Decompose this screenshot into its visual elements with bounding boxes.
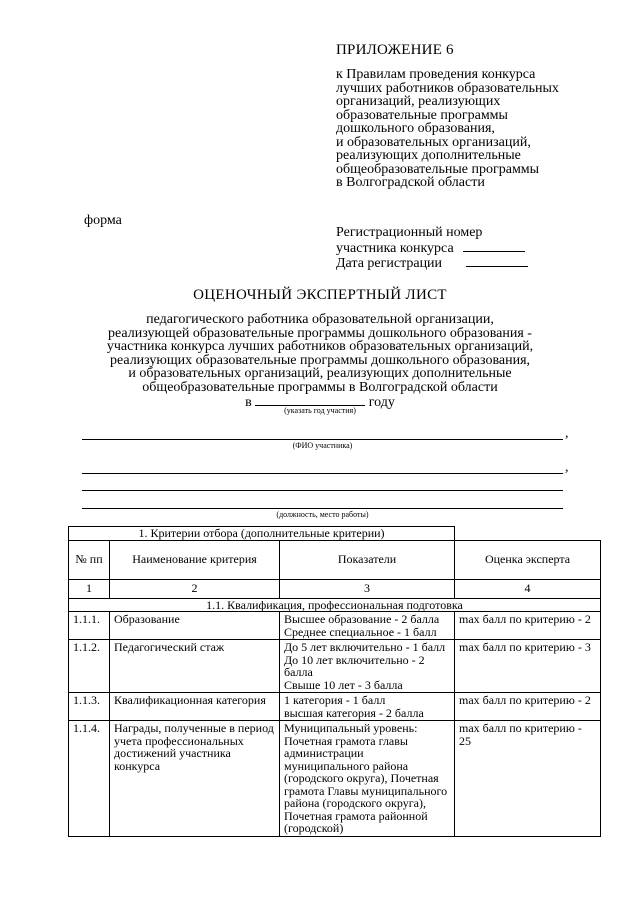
expert-score-cell[interactable]: max балл по критерию - 25 <box>455 721 601 837</box>
registration-date-field[interactable] <box>466 256 528 267</box>
section-title: 1. Критерии отбора (дополнительные критерии) <box>69 527 455 541</box>
table-row <box>69 721 601 837</box>
appendix-line: к Правилам проведения конкурса <box>336 67 536 82</box>
table-row <box>69 640 601 693</box>
row-number: 1.1.2. <box>69 640 110 693</box>
fio-note: (ФИО участника) <box>292 441 353 450</box>
appendix-line: и образовательных организаций, <box>336 134 531 150</box>
appendix-line: лучших работников образовательных <box>336 80 559 96</box>
column-number: 1 <box>69 579 110 598</box>
header-number: № пп <box>69 540 110 579</box>
appendix-line: общеобразовательные программы <box>336 161 540 177</box>
registration-number-field[interactable] <box>463 241 525 252</box>
position-field-line-1[interactable] <box>82 473 563 474</box>
subtitle-line: педагогического работника образовательной организации, <box>146 312 494 327</box>
column-number: 2 <box>110 579 280 598</box>
row-number: 1.1.1. <box>69 612 110 640</box>
subtitle-line: и образовательных организаций, реализующих дополнительные <box>128 366 512 381</box>
participant-number-row <box>336 241 528 257</box>
appendix-line: образовательные программы <box>336 107 508 123</box>
appendix-reference <box>336 68 626 190</box>
header-criterion: Наименование критерия <box>110 540 280 579</box>
criterion-indicators: Высшее образование - 2 балла Среднее специальное - 1 балл <box>280 612 455 640</box>
subtitle-line: общеобразовательные программы в Волгоградской области <box>142 379 498 395</box>
year-note: (указать год участия) <box>284 406 356 415</box>
expert-score-cell[interactable]: max балл по критерию - 2 <box>455 612 601 640</box>
year-prefix: в <box>245 395 252 410</box>
appendix-line: в Волгоградской области <box>336 175 485 190</box>
column-number: 4 <box>455 579 601 598</box>
subsection-row <box>69 598 601 612</box>
criterion-indicators: Муниципальный уровень: Почетная грамота главы администрации муниципального района (городского округа), Почетная грамота Главы муниципального района (городского округа), Почетная грамота районной (городской) <box>280 721 455 837</box>
sheet-subtitle <box>0 313 640 394</box>
criterion-indicators: 1 категория - 1 балл высшая категория - 2 балла <box>280 693 455 721</box>
criterion-name: Награды, полученные в период учета профессиональных достижений участника конкурса <box>110 721 280 837</box>
table-row <box>69 612 601 640</box>
section-title-row <box>69 527 601 541</box>
registration-date-label: Дата регистрации <box>336 256 443 271</box>
form-label: форма <box>84 213 122 228</box>
criterion-name: Образование <box>110 612 280 640</box>
sheet-title: ОЦЕНОЧНЫЙ ЭКСПЕРТНЫЙ ЛИСТ <box>193 287 447 303</box>
appendix-line: дошкольного образования, <box>336 121 495 136</box>
criterion-indicators: До 5 лет включительно - 1 балл До 10 лет включительно - 2 балла Свыше 10 лет - 3 балла <box>280 640 455 693</box>
subtitle-line: реализующих образовательные программы дошкольного образования, <box>109 352 531 368</box>
table-row <box>69 693 601 721</box>
expert-score-cell[interactable]: max балл по критерию - 2 <box>455 693 601 721</box>
criterion-name: Педагогический стаж <box>110 640 280 693</box>
position-comma: , <box>565 460 569 475</box>
position-field-line-3[interactable] <box>82 508 563 509</box>
appendix-line: реализующих дополнительные <box>336 148 521 163</box>
header-indicators: Показатели <box>280 540 455 579</box>
row-number: 1.1.4. <box>69 721 110 837</box>
appendix-title: ПРИЛОЖЕНИЕ 6 <box>336 42 454 58</box>
row-number: 1.1.3. <box>69 693 110 721</box>
participant-label: участника конкурса <box>336 240 454 256</box>
registration-number-label: Регистрационный номер <box>336 225 483 240</box>
appendix-line: организаций, реализующих <box>336 94 501 109</box>
subtitle-line: реализующей образовательные программы дошкольного образования - <box>108 325 532 341</box>
criterion-name: Квалификационная категория <box>110 693 280 721</box>
fio-field[interactable] <box>82 439 563 440</box>
subsection-title: 1.1. Квалификация, профессиональная подготовка <box>69 598 601 612</box>
registration-date-row <box>336 256 528 272</box>
expert-score-cell[interactable]: max балл по критерию - 3 <box>455 640 601 693</box>
year-suffix: году <box>368 395 395 410</box>
header-expert-score: Оценка эксперта <box>455 540 601 579</box>
column-number: 3 <box>280 579 455 598</box>
column-numbers-row <box>69 579 601 598</box>
position-field-line-2[interactable] <box>82 490 563 491</box>
fio-comma: , <box>565 426 569 441</box>
header-row <box>69 540 601 579</box>
year-field[interactable] <box>255 394 365 406</box>
position-note: (должность, место работы) <box>276 510 369 519</box>
registration-block <box>336 226 528 272</box>
subtitle-line: участника конкурса лучших работников образовательных организаций, <box>106 339 534 354</box>
criteria-table <box>68 526 601 837</box>
